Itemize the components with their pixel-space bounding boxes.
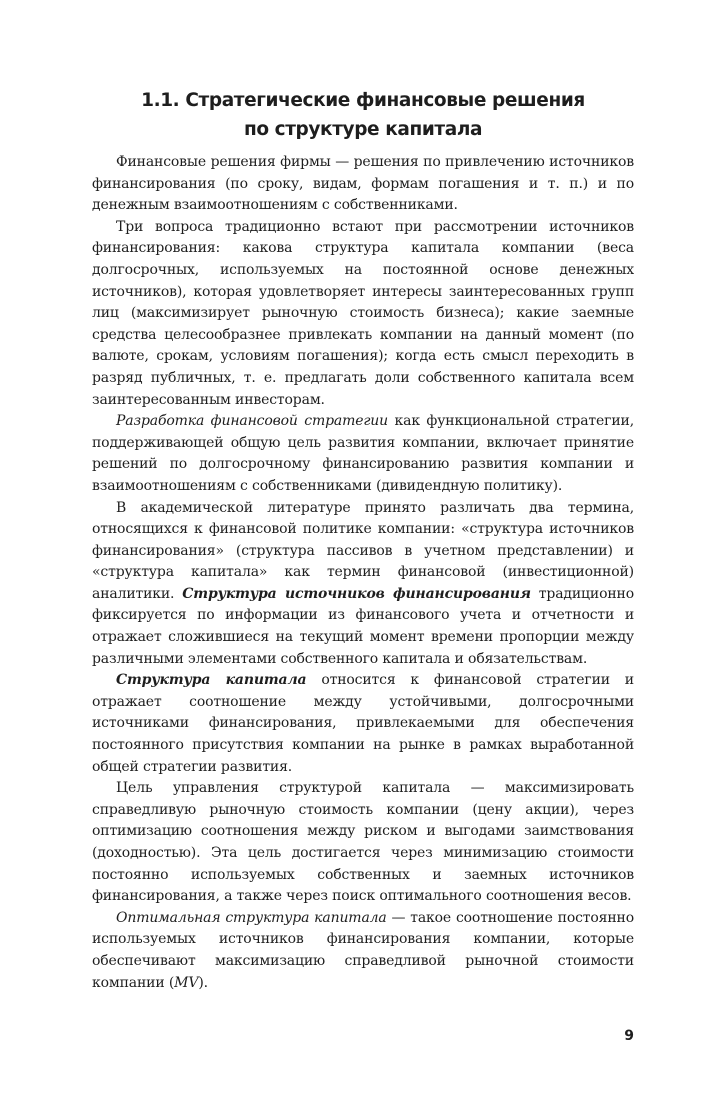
bold-italic-term: Структура капитала	[116, 672, 307, 689]
paragraph-text-continued: ).	[198, 974, 208, 991]
italic-term: Разработка финансовой стратегии	[116, 413, 389, 430]
paragraph-text: относится к финансовой стратегии и отражает соотношение между устойчивыми, долгосрочными источниками финансирования, привлекаемыми для обеспечения постоянного присутствия компании на рынке в рамках выработанной общей стратегии развития.	[92, 672, 634, 775]
paragraph-7	[92, 908, 634, 994]
paragraph-text: как функциональной стратегии, поддерживающей общую цель развития компании, включает принятие решений по долгосрочному финансированию развития компании и взаимоотношениям с собственниками (дивидендную политику).	[92, 413, 634, 494]
heading-line-1: 1.1. Стратегические финансовые решения	[141, 90, 585, 111]
body-text	[92, 152, 634, 994]
paragraph-1	[92, 152, 634, 217]
paragraph-4	[92, 498, 634, 671]
paragraph-text: Финансовые решения фирмы — решения по привлечению источников финансирования (по сроку, видам, формам погашения и т. п.) и по денежным взаимоотношениям с собственниками.	[92, 154, 634, 214]
paragraph-text: В академической литературе принято различать два термина, относящихся к финансовой политике компании: «структура источников финансирования» (структура пассивов в учетном представлении) и «структура капитала» как термин финансовой (инвестиционной) аналитики.	[92, 499, 634, 602]
paragraph-5	[92, 670, 634, 778]
italic-abbreviation: MV	[174, 974, 199, 991]
paragraph-text-continued: традиционно фиксируется по информации из финансового учета и отчетности и отражает сложившиеся на текущий момент времени пропорции между различными элементами собственного капитала и обязательствам.	[92, 585, 634, 667]
paragraph-2	[92, 217, 634, 411]
paragraph-6	[92, 778, 634, 908]
bold-italic-term: Структура источников финансирования	[182, 585, 531, 602]
heading-line-2: по структуре капитала	[243, 119, 483, 140]
paragraph-text: — такое соотношение постоянно используемых источников финансирования компании, которые обеспечивают максимизацию справедливой рыночной стоимости компании (	[92, 909, 634, 991]
paragraph-text: Три вопроса традиционно встают при рассмотрении источников финансирования: какова структура капитала компании (веса долгосрочных, используемых на постоянной основе денежных источников), которая удовлетворяет интересы заинтересованных групп лиц (максимизирует рыночную стоимость бизнеса); какие заемные средства целесообразнее привлекать компании на данный момент (по валюте, срокам, условиям погашения); когда есть смысл переходить в разряд публичных, т. е. предлагать доли собственного капитала всем заинтересованным инвесторам.	[92, 218, 634, 408]
paragraph-3	[92, 411, 634, 497]
page-number: 9	[624, 1028, 634, 1044]
paragraph-text: Цель управления структурой капитала — максимизировать справедливую рыночную стоимость компании (цену акции), через оптимизацию соотношения между риском и выгодами заимствования (доходностью). Эта цель достигается через минимизацию стоимости постоянно используемых собственных и заемных источников финансирования, а также через поиск оптимального соотношения весов.	[92, 780, 634, 905]
section-heading	[92, 86, 634, 144]
italic-term: Оптимальная структура капитала	[116, 909, 387, 926]
